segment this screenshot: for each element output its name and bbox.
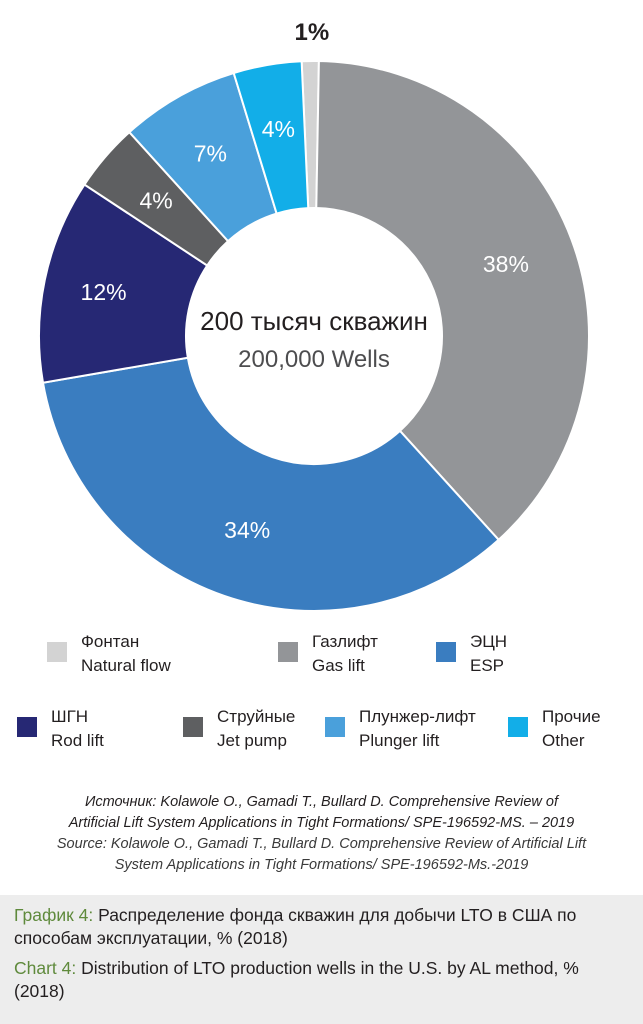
slice-label: 4% [139, 187, 173, 214]
legend-swatch [17, 717, 37, 737]
slice-label: 4% [261, 116, 295, 143]
legend-swatch [278, 642, 298, 662]
legend-label-ru: Прочие [542, 707, 601, 726]
slice-label: 12% [80, 278, 127, 305]
center-subtitle: 200,000 Wells [238, 346, 390, 373]
legend-label-en: Gas lift [312, 656, 365, 675]
slice-label: 38% [482, 250, 529, 277]
legend-swatch [436, 642, 456, 662]
legend-item-other [508, 705, 601, 753]
legend [0, 630, 643, 760]
slice-label: 1% [294, 19, 330, 46]
source-en-line-1: Source: Kolawole O., Gamadi T., Bullard D. Comprehensive Review of Artificial Lift [56, 836, 587, 852]
legend-label-en: Jet pump [217, 731, 287, 750]
caption-ru [14, 904, 629, 950]
legend-label-ru: Плунжер-лифт [359, 707, 476, 726]
legend-label-en: Rod lift [51, 731, 104, 750]
legend-swatch [508, 717, 528, 737]
source-en-line-2: System Applications in Tight Formations/ SPE-196592-Ms.-2019 [114, 857, 529, 873]
caption-en [14, 957, 629, 1003]
slice-label: 7% [193, 140, 227, 167]
legend-swatch [183, 717, 203, 737]
legend-item-rod-lift [17, 705, 104, 753]
source-ru-line-1: Источник: Kolawole O., Gamadi T., Bullard D. Comprehensive Review of [85, 794, 558, 810]
source-note [0, 792, 643, 876]
legend-label-en: Plunger lift [359, 731, 440, 750]
donut-hole [187, 209, 441, 463]
caption-en-text: Distribution of LTO production wells in the U.S. by AL method, % (2018) [14, 958, 579, 1001]
legend-label-en: Other [542, 731, 585, 750]
legend-label-ru: Фонтан [81, 632, 140, 651]
legend-swatch [325, 717, 345, 737]
legend-label-ru: ШГН [51, 707, 89, 726]
caption-ru-label: График 4: [14, 905, 94, 925]
source-ru-line-2: Artificial Lift System Applications in Tight Formations/ SPE-196592-MS. – 2019 [68, 815, 575, 831]
caption-en-label: Chart 4: [14, 958, 77, 978]
chart-caption [0, 895, 643, 1024]
legend-item-plunger-lift [325, 705, 476, 753]
legend-label-ru: Струйные [217, 707, 296, 726]
legend-item-jet-pump [183, 705, 295, 753]
legend-label-ru: ЭЦН [470, 632, 508, 651]
legend-item-esp [436, 630, 507, 678]
legend-label-en: ESP [470, 656, 505, 675]
slice-label: 34% [224, 516, 271, 543]
legend-label-ru: Газлифт [312, 632, 378, 651]
legend-swatch [47, 642, 67, 662]
legend-item-gas-lift [278, 630, 378, 678]
legend-item-natural-flow [47, 630, 171, 678]
legend-label-en: Natural flow [81, 656, 171, 675]
center-title: 200 тысяч скважин [200, 306, 428, 336]
caption-ru-text: Распределение фонда скважин для добычи LTO в США по способам эксплуатации, % (2018) [14, 905, 577, 948]
